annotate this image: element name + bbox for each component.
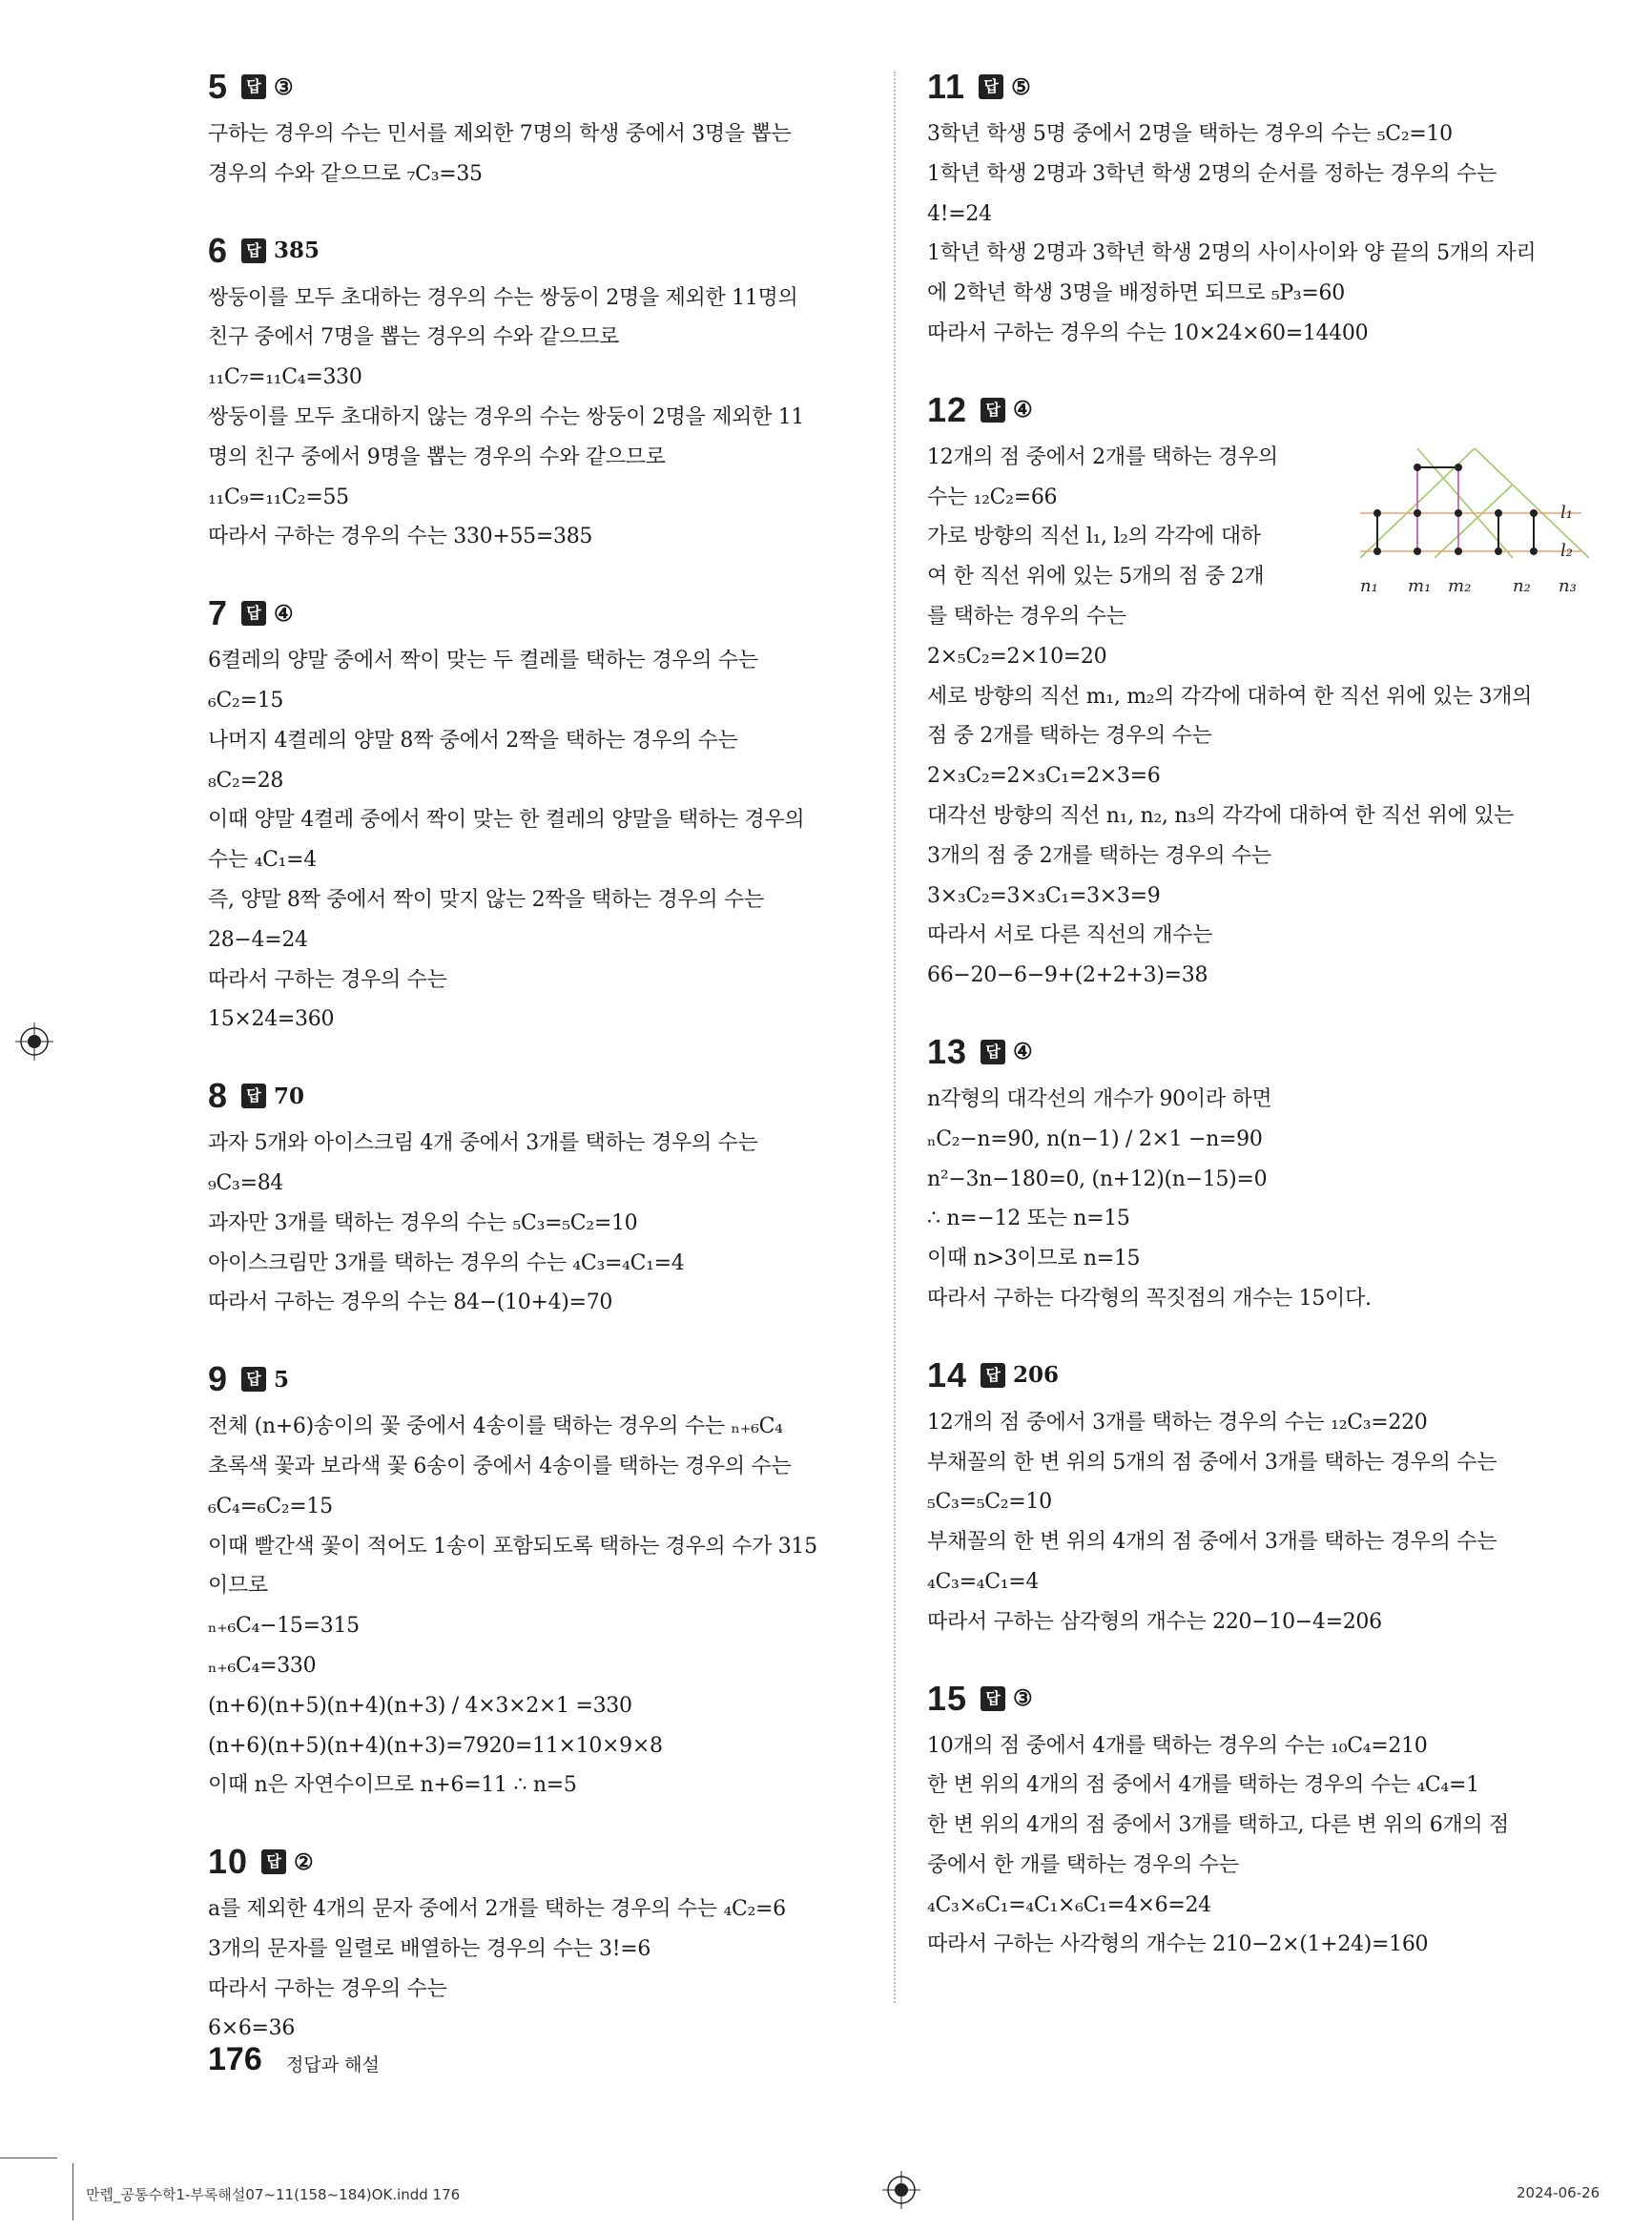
solution-line: 이때 n>3이므로 n=15: [927, 1247, 1141, 1271]
solution-line: 1학년 학생 2명과 3학년 학생 2명의 순서를 정하는 경우의 수는: [927, 161, 1497, 186]
solution-line: ₄C₃=₄C₁=4: [927, 1569, 1040, 1594]
problem-header: [208, 59, 866, 114]
solution-line: 66−20−6−9+(2+2+3)=38: [927, 963, 1208, 988]
answer-value: ④: [1013, 1039, 1033, 1065]
solution-line: 3×₃C₂=3×₃C₁=3×3=9: [927, 883, 1161, 908]
solution-line: 대각선 방향의 직선 n₁, n₂, n₃의 각각에 대하여 한 직선 위에 있는: [927, 803, 1515, 828]
solution-line: 한 변 위의 4개의 점 중에서 4개를 택하는 경우의 수는 ₄C₄=1: [927, 1773, 1479, 1798]
solution-line: 10개의 점 중에서 4개를 택하는 경우의 수는 ₁₀C₄=210: [927, 1733, 1428, 1758]
answer-value: 70: [274, 1083, 305, 1109]
left-column: [208, 59, 866, 2077]
solution-line: 12개의 점 중에서 2개를 택하는 경우의: [927, 444, 1278, 469]
problem-header: [927, 1348, 1585, 1403]
problem-header: [927, 1671, 1585, 1726]
solution-line: 즉, 양말 8짝 중에서 짝이 맞지 않는 2짝을 택하는 경우의 수는: [208, 887, 764, 912]
solution-line: (n+6)(n+5)(n+4)(n+3)=7920=11×10×9×8: [208, 1733, 663, 1758]
solution-line: 따라서 구하는 경우의 수는: [208, 1976, 447, 2001]
lines-diagram: [1360, 448, 1589, 610]
solution-line: 3학년 학생 5명 중에서 2명을 택하는 경우의 수는 ₅C₂=10: [927, 122, 1453, 146]
solution-line: 6켤레의 양말 중에서 짝이 맞는 두 켤레를 택하는 경우의 수는: [208, 649, 758, 673]
problem-9: [208, 1352, 866, 1806]
solution-line: 친구 중에서 7명을 뽑는 경우의 수와 같으므로: [208, 325, 619, 350]
solution-line: 15×24=360: [208, 1007, 335, 1032]
label-n3: n₃: [1559, 576, 1577, 596]
solution-line: 중에서 한 개를 택하는 경우의 수는: [927, 1852, 1239, 1877]
problem-6: [208, 223, 866, 558]
problem-header: [208, 1068, 866, 1124]
column-divider: [894, 72, 896, 2003]
slug-date: 2024-06-26: [1517, 2184, 1600, 2201]
answer-badge: 답: [241, 238, 266, 263]
solution-line: 이때 빨간색 꽃이 적어도 1송이 포함되도록 택하는 경우의 수가 315: [208, 1534, 817, 1559]
solution-line: 부채꼴의 한 변 위의 5개의 점 중에서 3개를 택하는 경우의 수는: [927, 1450, 1497, 1475]
solution-line: 경우의 수와 같으므로 ₇C₃=35: [208, 161, 483, 186]
problem-header: [208, 586, 866, 641]
solution-line: ₆C₄=₆C₂=15: [208, 1494, 333, 1518]
answer-value: 5: [274, 1366, 290, 1393]
solution-line: ₉C₃=84: [208, 1170, 284, 1195]
solution-line: 여 한 직선 위에 있는 5개의 점 중 2개: [927, 565, 1265, 589]
solution-line: 따라서 서로 다른 직선의 개수는: [927, 923, 1213, 948]
answer-badge: 답: [981, 398, 1005, 423]
solution-line: 따라서 구하는 삼각형의 개수는 220−10−4=206: [927, 1609, 1382, 1634]
solution-line: 3개의 점 중 2개를 택하는 경우의 수는: [927, 843, 1271, 868]
solution-line: ₙC₂−n=90, n(n−1) / 2×1 −n=90: [927, 1126, 1263, 1151]
problem-number: 5: [208, 67, 229, 106]
solution-line: 전체 (n+6)송이의 꽃 중에서 4송이를 택하는 경우의 수는 ₙ₊₆C₄: [208, 1414, 783, 1439]
solution-line: 수는 ₄C₁=4: [208, 848, 317, 873]
problem-7: [208, 586, 866, 1040]
problem-header: [208, 1352, 866, 1407]
diagonal-lines: [1360, 448, 1589, 558]
right-column: [927, 59, 1585, 1993]
solution-line: 나머지 4켤레의 양말 8짝 중에서 2짝을 택하는 경우의 수는: [208, 728, 738, 753]
solution-line: 이때 n은 자연수이므로 n+6=11 ∴ n=5: [208, 1773, 577, 1798]
problem-header: [927, 382, 1585, 438]
solution-line: 2×₅C₂=2×10=20: [927, 644, 1107, 669]
solution-line: 따라서 구하는 경우의 수는 330+55=385: [208, 525, 593, 549]
registration-mark-icon: [15, 1022, 53, 1061]
slug-filename: 만렙_공통수학1-부록해설07~11(158~184)OK.indd 176: [86, 2186, 461, 2203]
solution-line: 명의 친구 중에서 9명을 뽑는 경우의 수와 같으므로: [208, 444, 666, 469]
solution-line: ₙ₊₆C₄=330: [208, 1653, 317, 1678]
problem-5: [208, 59, 866, 195]
solution-line: 가로 방향의 직선 l₁, l₂의 각각에 대하: [927, 525, 1261, 549]
solution-line: 과자만 3개를 택하는 경우의 수는 ₅C₃=₅C₂=10: [208, 1210, 638, 1235]
points: [1373, 464, 1538, 555]
answer-value: ④: [274, 600, 294, 627]
problem-number: 9: [208, 1359, 229, 1399]
trim-mark: [72, 2163, 73, 2220]
solution-line: 를 택하는 경우의 수는: [927, 604, 1126, 629]
problem-8: [208, 1068, 866, 1323]
solution-line: ∴ n=−12 또는 n=15: [927, 1207, 1130, 1231]
problem-number: 8: [208, 1076, 229, 1116]
solution-line: 이때 양말 4켤레 중에서 짝이 맞는 한 켤레의 양말을 택하는 경우의: [208, 808, 805, 833]
problem-15: [927, 1671, 1585, 1966]
solution-line: 4!=24: [927, 201, 992, 226]
answer-badge: 답: [241, 1367, 266, 1392]
problem-13: [927, 1024, 1585, 1319]
problem-11: [927, 59, 1585, 354]
answer-badge: 답: [981, 1040, 1005, 1064]
answer-value: 206: [1013, 1362, 1060, 1389]
solution-line: 점 중 2개를 택하는 경우의 수는: [927, 724, 1212, 749]
solution-line: 따라서 구하는 사각형의 개수는 210−2×(1+24)=160: [927, 1932, 1429, 1957]
solution-line: 2×₃C₂=2×₃C₁=2×3=6: [927, 764, 1161, 789]
solution-line: (n+6)(n+5)(n+4)(n+3) / 4×3×2×1 =330: [208, 1693, 632, 1718]
label-n2: n₂: [1513, 576, 1531, 596]
solution-line: 한 변 위의 4개의 점 중에서 3개를 택하고, 다른 변 위의 6개의 점: [927, 1813, 1510, 1838]
answer-badge: 답: [241, 74, 266, 99]
section-label: 정답과 해설: [286, 2054, 380, 2075]
solution-line: 이므로: [208, 1574, 268, 1599]
problem-number: 6: [208, 230, 229, 270]
solution-line: 따라서 구하는 경우의 수는: [208, 967, 447, 992]
solution-line: ₈C₂=28: [208, 768, 284, 793]
solution-line: 1학년 학생 2명과 3학년 학생 2명의 사이사이와 양 끝의 5개의 자리: [927, 241, 1537, 266]
answer-badge: 답: [981, 1363, 1005, 1388]
problem-header: [927, 1024, 1585, 1080]
label-l1: l₁: [1560, 503, 1573, 523]
problem-number: 14: [927, 1354, 968, 1394]
registration-mark-icon: [882, 2171, 920, 2209]
solution-line: ₁₁C₉=₁₁C₂=55: [208, 485, 349, 509]
solution-line: 부채꼴의 한 변 위의 4개의 점 중에서 3개를 택하는 경우의 수는: [927, 1530, 1497, 1555]
problem-number: 7: [208, 593, 229, 633]
answer-value: ③: [1013, 1685, 1033, 1711]
answer-badge: 답: [241, 1084, 266, 1108]
solution-line: 28−4=24: [208, 927, 308, 952]
solution-line: ₄C₃×₆C₁=₄C₁×₆C₁=4×6=24: [927, 1892, 1211, 1917]
label-l2: l₂: [1560, 541, 1573, 561]
solution-line: 3개의 문자를 일렬로 배열하는 경우의 수는 3!=6: [208, 1936, 651, 1961]
solution-line: 12개의 점 중에서 3개를 택하는 경우의 수는 ₁₂C₃=220: [927, 1410, 1428, 1435]
answer-value: 385: [274, 237, 320, 264]
solution-line: 아이스크림만 3개를 택하는 경우의 수는 ₄C₃=₄C₁=4: [208, 1250, 685, 1275]
solution-line: 따라서 구하는 경우의 수는 84−(10+4)=70: [208, 1291, 613, 1315]
problem-header: [208, 223, 866, 279]
solution-line: 구하는 경우의 수는 민서를 제외한 7명의 학생 중에서 3명을 뽑는: [208, 122, 792, 146]
label-m1: m₁: [1408, 576, 1432, 596]
problem-header: [208, 1834, 866, 1889]
solution-line: ₅C₃=₅C₂=10: [927, 1490, 1052, 1515]
solution-line: 따라서 구하는 다각형의 꼭짓점의 개수는 15이다.: [927, 1286, 1372, 1311]
answer-badge: 답: [261, 1849, 286, 1874]
answer-value: ②: [294, 1848, 314, 1875]
solution-line: 초록색 꽃과 보라색 꽃 6송이 중에서 4송이를 택하는 경우의 수는: [208, 1454, 792, 1478]
solution-line: 세로 방향의 직선 m₁, m₂의 각각에 대하여 한 직선 위에 있는 3개의: [927, 684, 1533, 709]
solution-line: n각형의 대각선의 개수가 90이라 하면: [927, 1086, 1272, 1111]
problem-number: 12: [927, 389, 968, 429]
solution-line: ₙ₊₆C₄−15=315: [208, 1614, 360, 1639]
answer-value: ④: [1013, 397, 1033, 423]
solution-line: 따라서 구하는 경우의 수는 10×24×60=14400: [927, 320, 1369, 345]
solution-line: 에 2학년 학생 3명을 배정하면 되므로 ₅P₃=60: [927, 281, 1345, 306]
solution-line: 쌍둥이를 모두 초대하는 경우의 수는 쌍둥이 2명을 제외한 11명의: [208, 285, 798, 310]
answer-badge: 답: [979, 74, 1003, 99]
answer-badge: 답: [981, 1686, 1005, 1711]
solution-line: ₁₁C₇=₁₁C₄=330: [208, 365, 362, 390]
problem-10: [208, 1834, 866, 2049]
solution-line: 6×6=36: [208, 2016, 296, 2041]
solution-line: 과자 5개와 아이스크림 4개 중에서 3개를 택하는 경우의 수는: [208, 1131, 758, 1156]
answer-value: ⑤: [1011, 73, 1031, 100]
problem-number: 11: [927, 67, 966, 106]
problem-number: 13: [927, 1031, 968, 1071]
answer-value: ③: [274, 73, 294, 100]
problem-14: [927, 1348, 1585, 1642]
page-number: 176: [208, 2041, 262, 2077]
solution-line: 쌍둥이를 모두 초대하지 않는 경우의 수는 쌍둥이 2명을 제외한 11: [208, 404, 805, 429]
problem-header: [927, 59, 1585, 114]
answer-badge: 답: [241, 601, 266, 626]
problem-number: 15: [927, 1678, 968, 1718]
solution-line: 수는 ₁₂C₂=66: [927, 485, 1058, 509]
solution-line: ₆C₂=15: [208, 688, 284, 712]
solution-line: n²−3n−180=0, (n+12)(n−15)=0: [927, 1167, 1268, 1191]
problem-number: 10: [208, 1842, 249, 1882]
solution-line: a를 제외한 4개의 문자 중에서 2개를 택하는 경우의 수는 ₄C₂=6: [208, 1897, 786, 1922]
label-n1: n₁: [1360, 576, 1378, 596]
label-m2: m₂: [1448, 576, 1472, 596]
